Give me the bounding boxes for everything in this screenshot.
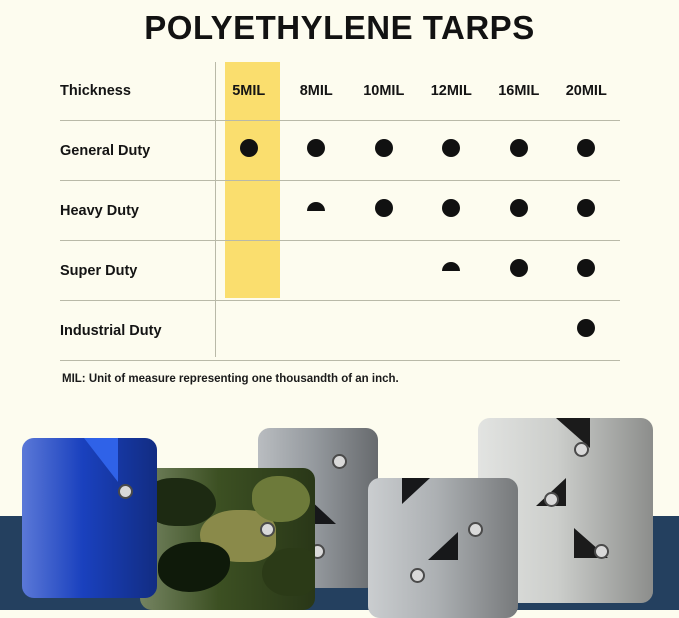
cell-general-5mil — [215, 121, 283, 181]
cell-general-20mil — [553, 121, 621, 181]
row-label-heavy-duty: Heavy Duty — [60, 202, 139, 219]
cell-super-16mil — [485, 241, 553, 301]
cell-heavy-10mil — [350, 181, 418, 241]
full-dot-icon — [375, 199, 393, 217]
camo-tarp-body — [140, 468, 315, 610]
column-header-5: 20MIL — [565, 83, 607, 99]
row-label-super-duty: Super Duty — [60, 262, 138, 279]
cell-general-10mil — [350, 121, 418, 181]
white-tarp-grommet-2 — [544, 492, 559, 507]
silver-mid-grommet-2 — [410, 568, 425, 583]
corner-label: Thickness — [60, 83, 131, 99]
cell-super-20mil — [553, 241, 621, 301]
table-row — [60, 181, 620, 241]
table-header-row — [60, 62, 620, 121]
full-dot-icon — [510, 259, 528, 277]
white-tarp-grommet-1 — [574, 442, 589, 457]
table-row — [60, 121, 620, 181]
full-dot-icon — [577, 139, 595, 157]
half-dot-icon — [307, 202, 325, 211]
footnote-text: MIL: Unit of measure representing one thousandth of an inch. — [62, 373, 399, 385]
silver-mid-corner-top — [402, 478, 430, 504]
blue-tarp-grommet-1 — [118, 484, 133, 499]
camo-tarp-grommet-1 — [260, 522, 275, 537]
camo-tarp-roll — [140, 468, 315, 610]
column-header-0: 5MIL — [232, 83, 266, 99]
cell-general-16mil — [485, 121, 553, 181]
cell-industrial-12mil — [418, 301, 486, 361]
cell-general-12mil — [418, 121, 486, 181]
full-dot-icon — [577, 199, 595, 217]
cell-industrial-10mil — [350, 301, 418, 361]
product-photo-strip — [0, 410, 679, 610]
cell-general-8mil — [283, 121, 351, 181]
full-dot-icon — [240, 139, 258, 157]
blue-tarp-fold — [84, 438, 118, 482]
half-dot-icon — [442, 262, 460, 271]
silver-left-grommet-1 — [332, 454, 347, 469]
row-label-industrial-duty: Industrial Duty — [60, 322, 162, 339]
blue-tarp-body — [22, 438, 157, 598]
camo-patch-4 — [252, 476, 310, 522]
table-row — [60, 301, 620, 361]
cell-heavy-8mil — [283, 181, 351, 241]
full-dot-icon — [307, 139, 325, 157]
cell-super-12mil — [418, 241, 486, 301]
header-column-divider — [215, 62, 216, 357]
cell-heavy-16mil — [485, 181, 553, 241]
cell-heavy-5mil — [215, 181, 283, 241]
full-dot-icon — [442, 199, 460, 217]
silver-mid-grommet-1 — [468, 522, 483, 537]
cell-industrial-5mil — [215, 301, 283, 361]
column-header-4: 16MIL — [498, 83, 540, 99]
full-dot-icon — [510, 199, 528, 217]
row-label-general-duty: General Duty — [60, 142, 151, 159]
full-dot-icon — [442, 139, 460, 157]
column-header-1: 8MIL — [299, 83, 333, 99]
camo-patch-5 — [262, 548, 315, 596]
matrix-table — [60, 62, 620, 361]
cell-industrial-20mil — [553, 301, 621, 361]
full-dot-icon — [577, 319, 595, 337]
column-header-3: 12MIL — [430, 83, 472, 99]
full-dot-icon — [510, 139, 528, 157]
white-tarp-grommet-3 — [594, 544, 609, 559]
blue-tarp-roll — [22, 438, 157, 598]
page-title: POLYETHYLENE TARPS — [144, 9, 535, 46]
cell-industrial-16mil — [485, 301, 553, 361]
cell-super-10mil — [350, 241, 418, 301]
cell-super-5mil — [215, 241, 283, 301]
silver-tarp-roll-middle — [368, 478, 518, 618]
full-dot-icon — [375, 139, 393, 157]
cell-industrial-8mil — [283, 301, 351, 361]
column-header-2: 10MIL — [363, 83, 405, 99]
silver-mid-corner-bottom — [428, 532, 458, 560]
silver-mid-body — [368, 478, 518, 618]
cell-super-8mil — [283, 241, 351, 301]
thickness-matrix — [60, 62, 619, 361]
table-row — [60, 241, 620, 301]
full-dot-icon — [577, 259, 595, 277]
cell-heavy-20mil — [553, 181, 621, 241]
cell-heavy-12mil — [418, 181, 486, 241]
